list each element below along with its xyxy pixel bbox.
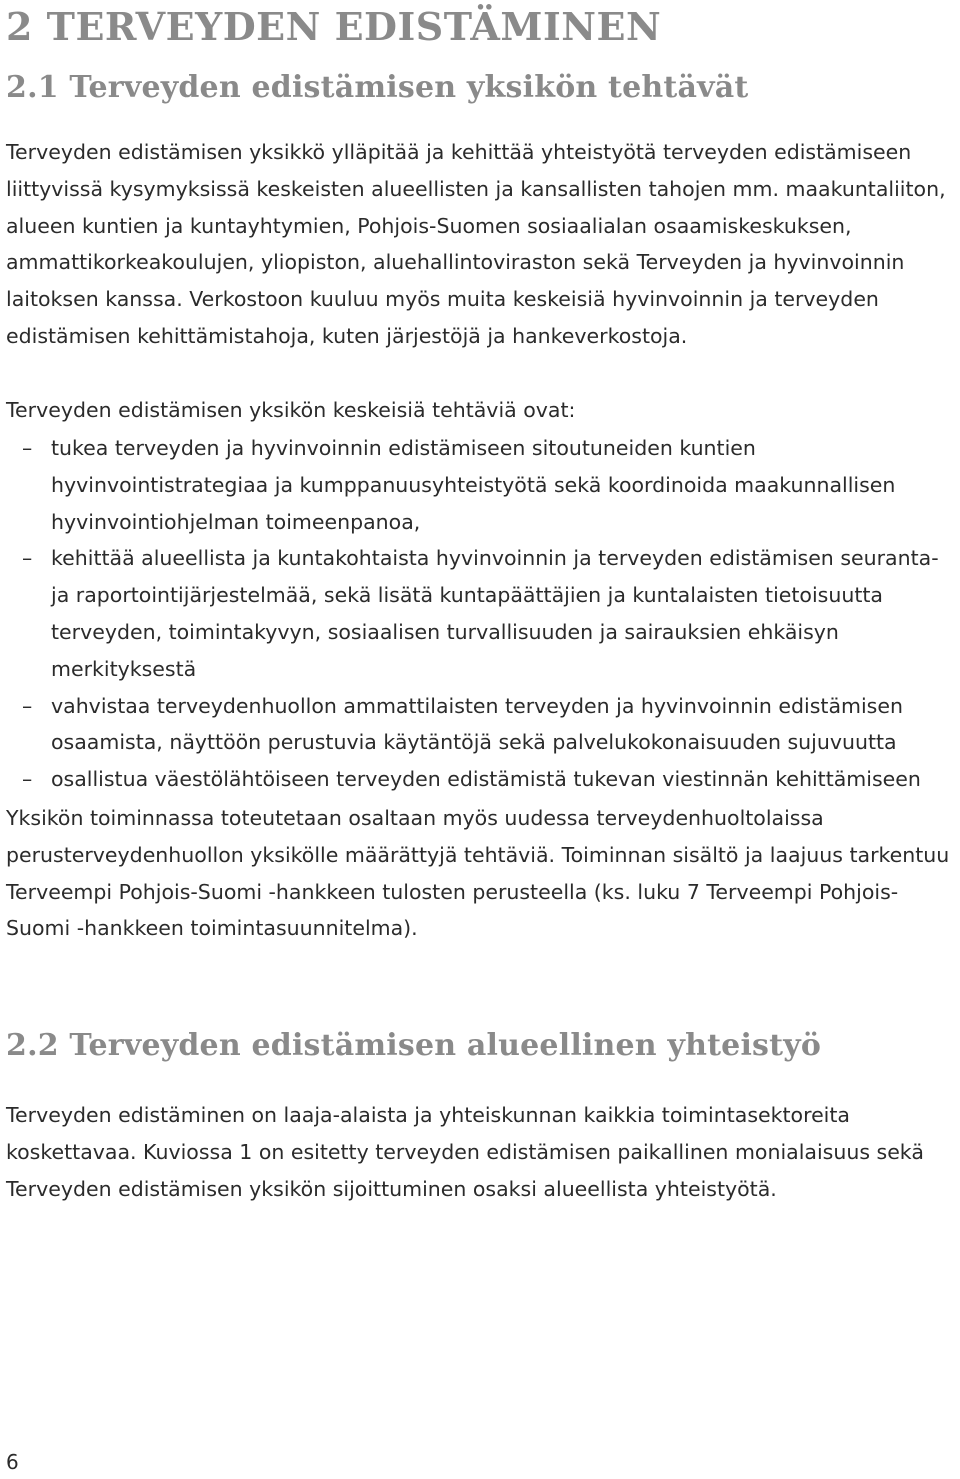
list-item-text: tukea terveyden ja hyvinvoinnin edistämiseen sitoutuneiden kuntien hyvinvointistrategiaa ja kumppanuusyhteistyötä sekä koordinoida maakunnallisen hyvinvointiohjelman toimeenpanoa, <box>51 436 896 534</box>
list-item <box>6 430 954 540</box>
section-2-2-paragraph-1: Terveyden edistäminen on laaja-alaista ja yhteiskunnan kaikkia toimintasektoreita koskettavaa. Kuviossa 1 on esitetty terveyden edistämisen paikallinen monialaisuus sekä Terveyden edistämisen yksikön sijoittuminen osaksi alueellista yhteistyötä. <box>6 1103 924 1201</box>
section-heading-2-2: 2.2 Terveyden edistämisen alueellinen yhteistyö <box>6 1028 822 1063</box>
section-heading-2-1: 2.1 Terveyden edistämisen yksikön tehtävät <box>6 70 749 105</box>
chapter-heading: 2 TERVEYDEN EDISTÄMINEN <box>6 4 662 49</box>
task-list <box>6 430 954 798</box>
section-2-1-paragraph-2: Terveyden edistämisen yksikön keskeisiä tehtäviä ovat: <box>6 398 576 422</box>
dash-bullet: – <box>22 767 33 792</box>
list-item-text: vahvistaa terveydenhuollon ammattilaisten terveyden ja hyvinvoinnin edistämisen osaamista, näyttöön perustuvia käytäntöjä sekä palvelukokonaisuuden sujuvuutta <box>51 693 903 755</box>
list-item <box>6 761 954 798</box>
list-item-text: osallistua väestölähtöiseen terveyden edistämistä tukevan viestinnän kehittämiseen <box>51 767 921 792</box>
list-item <box>6 688 954 762</box>
page-number: 6 <box>6 1450 19 1474</box>
dash-bullet: – <box>22 546 33 571</box>
dash-bullet: – <box>22 693 33 718</box>
list-item-text: kehittää alueellista ja kuntakohtaista hyvinvoinnin ja terveyden edistämisen seuranta- ja raportointijärjestelmää, sekä lisätä kuntapäättäjien ja kuntalaisten tietoisuutta terveyden, toimintakyvyn, sosiaalisen turvallisuuden ja sairauksien ehkäisyn merkityksestä <box>51 546 939 681</box>
dash-bullet: – <box>22 436 33 460</box>
section-2-1-paragraph-1: Terveyden edistämisen yksikkö ylläpitää ja kehittää yhteistyötä terveyden edistämiseen liittyvissä kysymyksissä keskeisten alueellisten ja kansallisten tahojen mm. maakuntaliiton, alueen kuntien ja kuntayhtymien, Pohjois-Suomen sosiaalialan osaamiskeskuksen, ammattikorkeakoulujen, yliopiston, aluehallintoviraston sekä Terveyden ja hyvinvoinnin laitoksen kanssa. Verkostoon kuuluu myös muita keskeisiä hyvinvoinnin ja terveyden edistämisen kehittämistahoja, kuten järjestöjä ja hankeverkostoja. <box>6 140 946 348</box>
section-2-1-paragraph-3: Yksikön toiminnassa toteutetaan osaltaan myös uudessa terveydenhuoltolaissa perusterveydenhuollon yksikölle määrättyjä tehtäviä. Toiminnan sisältö ja laajuus tarkentuu Terveempi Pohjois-Suomi -hankkeen tulosten perusteella (ks. luku 7 Terveempi Pohjois-Suomi -hankkeen toimintasuunnitelma). <box>6 806 950 941</box>
list-item <box>6 540 954 687</box>
